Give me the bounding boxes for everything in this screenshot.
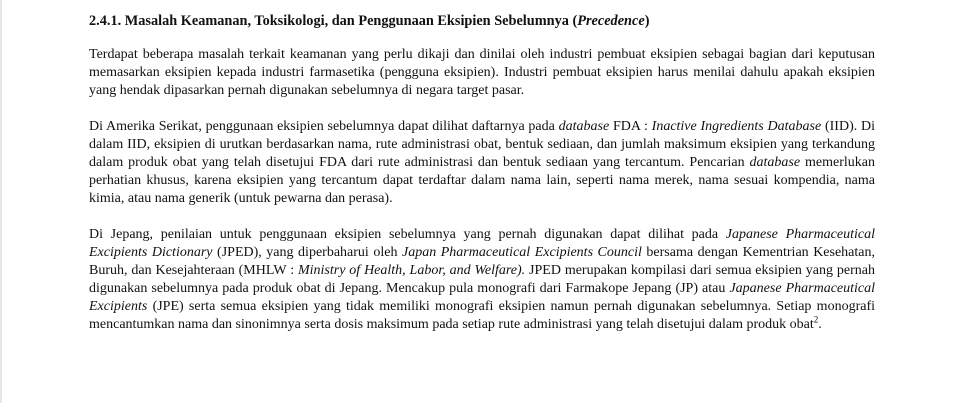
paragraph-japan-italic-4: Japanese Pharmaceutical Excipients [89,281,875,314]
paragraph-usa-text-2: FDA : [609,119,652,134]
paragraph-usa-text-3: (IID). Di dalam IID, eksipien di urutkan berdasarkan nama, rute administrasi obat, bentuk sediaan, dan jumlah maksimum eksipien yang terkandung dalam produk obat yang telah disetujui FDA dari rute administrasi dan bentuk sediaan yang tercantum. Pencarian [89,119,876,170]
section-title: Masalah Keamanan, Toksikologi, dan Penggunaan Eksipien Sebelumnya ( [124,13,578,29]
paragraph-usa-text-4: memerlukan perhatian khusus, karena eksipien yang tercantum dapat terdaftar dalam nama lain, seperti nama merek, nama sesuai kompendia, nama kimia, atau nama generik (untuk pewarna dan perasa). [89,155,875,206]
section-number: 2.4.1. [89,13,122,29]
paragraph-intro [89,46,875,100]
section-title-italic: Precedence [577,13,645,29]
section-title-close: ) [644,13,650,29]
paragraph-japan-text-5: (JPE) serta semua eksipien yang tidak memiliki monografi eksipien namun pernah digunakan sebelumnya. Setiap monografi mencantumkan nama dan sinonimnya serta dosis maksimum pada setiap rute administrasi yang telah disetujui dalam produk obat [89,299,875,332]
document-content [89,12,875,334]
paragraph-japan-text-1: Di Jepang, penilaian untuk penggunaan eksipien sebelumnya yang pernah digunakan dapat dilihat pada [89,227,726,242]
paragraph-japan-italic-3: Ministry of Health, Labor, and Welfare). [297,263,526,278]
paragraph-usa-italic-1: database [558,119,610,134]
footnote-marker: 2 [813,314,819,325]
paragraph-usa-text-1: Di Amerika Serikat, penggunaan eksipien sebelumnya dapat dilihat daftarnya pada [89,119,559,134]
paragraph-japan-text-4: JPED merupakan kompilasi dari semua eksipien yang pernah digunakan sebelumnya pada produk obat di Jepang. Mencakup pula monografi dari Farmakope Jepang (JP) atau [89,263,875,296]
paragraph-usa-italic-3: database [749,155,801,170]
paragraph-japan-end: . [818,317,822,332]
paragraph-japan-italic-1: Japanese Pharmaceutical Excipients Dictionary [89,227,875,260]
paragraph-japan-text-3: bersama dengan Kementrian Kesehatan, Buruh, dan Kesejahteraan (MHLW : [89,245,875,278]
section-heading [89,12,875,30]
paragraph-japan-text-2: (JPED), yang diperbaharui oleh [212,245,402,260]
paragraph-japan [89,226,875,334]
paragraph-japan-italic-2: Japan Pharmaceutical Excipients Council [402,245,642,260]
paragraph-usa [89,118,875,208]
page-left-border [0,0,2,403]
paragraph-usa-italic-2: Inactive Ingredients Database [651,119,822,134]
paragraph-intro-text: Terdapat beberapa masalah terkait keamanan yang perlu dikaji dan dinilai oleh industri pembuat eksipien sebagai bagian dari keputusan memasarkan eksipien kepada industri farmasetika (pengguna eksipien). Industri pembuat eksipien harus menilai dahulu apakah eksipien yang hendak dipasarkan pernah digunakan sebelumnya di negara target pasar. [89,47,875,98]
